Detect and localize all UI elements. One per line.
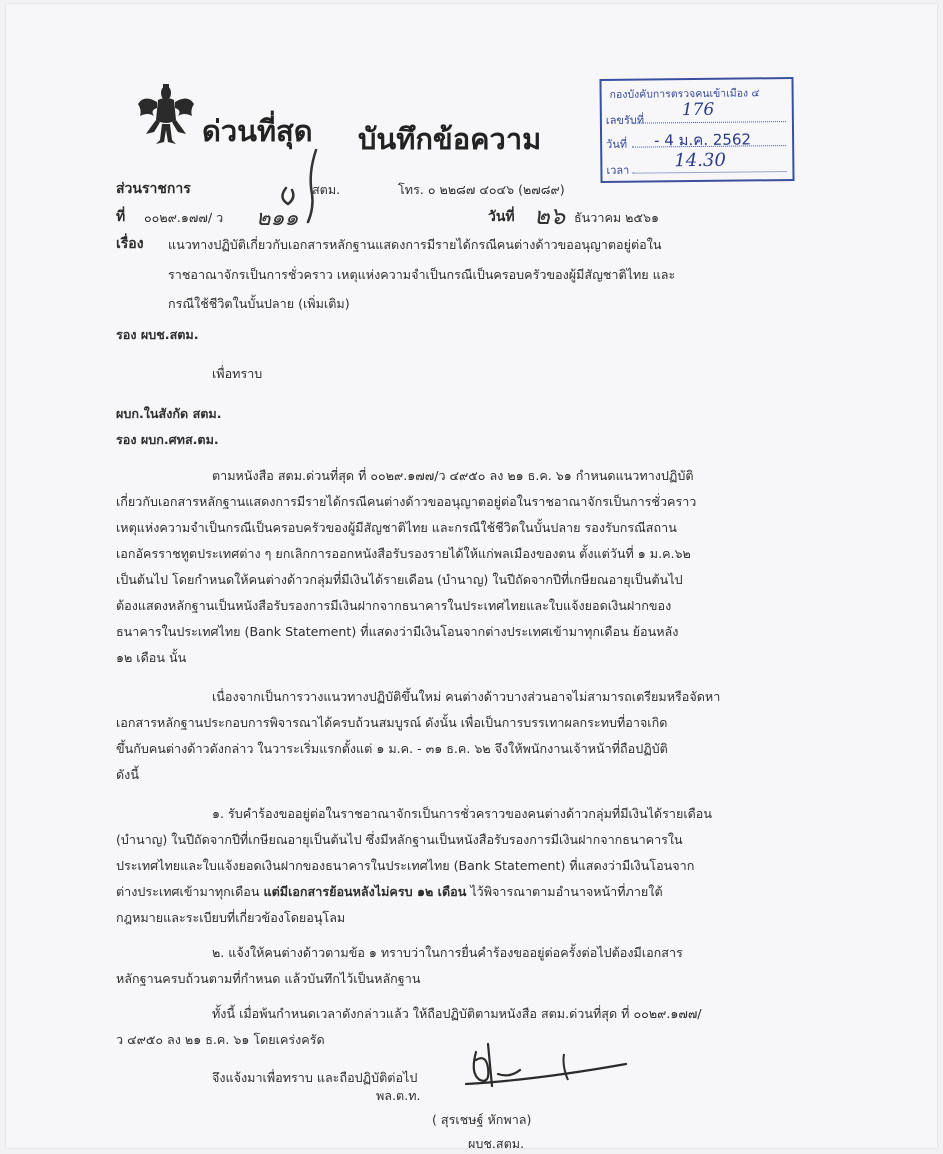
stamp-receive-no: 176 xyxy=(681,99,715,121)
date-label: วันที่ xyxy=(488,209,515,225)
garuda-emblem-icon xyxy=(136,82,196,148)
signer-name: ( สุรเชษฐ์ หักพาล) xyxy=(432,1112,532,1127)
item-1-line: ๑. รับคำร้องขออยู่ต่อในราชอาณาจักรเป็นการชั่วคราวของคนต่างด้าวกลุ่มที่มีเงินได้รายเดือน xyxy=(212,806,712,821)
paragraph-1-line: เกี่ยวกับเอกสารหลักฐานแสดงการมีรายได้กรณีคนต่างด้าวขออนุญาตอยู่ต่อในราชอาณาจักรเป็นการชั่วคราว xyxy=(116,494,697,509)
paragraph-1-line: ตามหนังสือ สตม.ด่วนที่สุด ที่ ๐๐๒๙.๑๗๗/ว ๔๙๕๐ ลง ๒๑ ธ.ค. ๖๑ กำหนดแนวทางปฏิบัติ xyxy=(212,468,694,483)
memo-page xyxy=(6,4,937,1151)
urgency-label: ด่วนที่สุด xyxy=(202,114,313,148)
subject-line: แนวทางปฏิบัติเกี่ยวกับเอกสารหลักฐานแสดงการมีรายได้กรณีคนต่างด้าวขออนุญาตอยู่ต่อใน xyxy=(168,237,662,252)
recipient-to-2: ผบก.ในสังกัด สตม. xyxy=(116,406,222,421)
signature-scribble-icon xyxy=(446,1034,646,1096)
document-title: บันทึกข้อความ xyxy=(358,122,542,156)
paragraph-1-line: เหตุแห่งความจำเป็นกรณีเป็นครอบครัวของผู้มีสัญชาติไทย และกรณีใช้ชีวิตในบั้นปลาย รองรับกรณีสถาน xyxy=(116,520,677,535)
paragraph-2-line: ขึ้นกับคนต่างด้าวดังกล่าว ในวาระเริ่มแรกตั้งแต่ ๑ ม.ค. - ๓๑ ธ.ค. ๖๒ จึงให้พนักงานเจ้าหน้าที่ถือปฏิบัติ xyxy=(116,741,668,756)
signer-rank: พล.ต.ท. xyxy=(376,1088,421,1103)
phone-number: โทร. ๐ ๒๒๘๗ ๔๐๔๖ (๒๗๘๙) xyxy=(398,182,565,197)
handwriting-mark-icon xyxy=(268,144,341,234)
paragraph-2-line: เนื่องจากเป็นการวางแนวทางปฏิบัติขึ้นใหม่ คนต่างด้าวบางส่วนอาจไม่สามารถเตรียมหรือจัดหา xyxy=(212,689,721,704)
recipient-to-1: รอง ผบช.สตม. xyxy=(116,327,199,342)
date-value: ธันวาคม ๒๕๖๑ xyxy=(574,210,659,225)
paragraph-3-line: ทั้งนี้ เมื่อพ้นกำหนดเวลาดังกล่าวแล้ว ให้ถือปฏิบัติตามหนังสือ สตม.ด่วนที่สุด ที่ ๐๐๒๙.๑๗๗/ xyxy=(212,1006,702,1021)
paragraph-1-line: เป็นต้นไป โดยกำหนดให้คนต่างด้าวกลุ่มที่มีเงินได้รายเดือน (บำนาญ) ในปีถัดจากปีที่เกษียณอายุเป็นต้นไป xyxy=(116,572,683,587)
item-2-line: หลักฐานครบถ้วนตามที่กำหนด แล้วบันทึกไว้เป็นหลักฐาน xyxy=(116,971,421,986)
stamp-date: - 4 ม.ค. 2562 xyxy=(654,130,752,150)
paragraph-2-line: ดังนี้ xyxy=(116,767,139,782)
date-day-handwritten: ๒๖ xyxy=(534,202,566,230)
subject-label: เรื่อง xyxy=(116,236,144,252)
ref-handwritten: ๒๑๑ xyxy=(256,206,299,231)
subject-line: กรณีใช้ชีวิตในบั้นปลาย (เพิ่มเติม) xyxy=(168,296,350,311)
paragraph-2-line: เอกสารหลักฐานประกอบการพิจารณาได้ครบถ้วนสมบูรณ์ ดังนั้น เพื่อเป็นการบรรเทาผลกระทบที่อาจเกิด xyxy=(116,715,668,730)
subject-line: ราชอาณาจักรเป็นการชั่วคราว เหตุแห่งความจำเป็นกรณีเป็นครอบครัวของผู้มีสัญชาติไทย และ xyxy=(168,267,676,282)
item-1-text: ต่างประเทศเข้ามาทุกเดือน xyxy=(116,884,264,899)
agency-label: ส่วนราชการ xyxy=(116,181,191,197)
stamp-receive-label: เลขรับที่ xyxy=(605,113,645,127)
signer-position: ผบช.สตม. xyxy=(468,1136,525,1151)
paragraph-1-line: เอกอัครราชทูตประเทศต่าง ๆ ยกเลิกการออกหนังสือรับรองรายได้ให้แก่พลเมืองของตน ตั้งแต่วันที่ ๑ ม.ค.๖๒ xyxy=(116,546,691,561)
paragraph-3-line: ว ๔๙๕๐ ลง ๒๑ ธ.ค. ๖๑ โดยเคร่งครัด xyxy=(116,1032,325,1047)
agency-value: สตม. xyxy=(312,182,341,197)
item-1-line: กฎหมายและระเบียบที่เกี่ยวข้องโดยอนุโลม xyxy=(116,910,346,925)
stamp-date-label: วันที่ xyxy=(606,137,628,151)
item-1-line xyxy=(116,882,663,902)
item-1-text: ไว้พิจารณาตามอำนาจหน้าที่ภายใต้ xyxy=(466,884,663,899)
stamp-office: กองบังคับการตรวจคนเข้าเมือง ๔ xyxy=(609,87,760,101)
paragraph-1-line: ๑๒ เดือน นั้น xyxy=(116,650,187,665)
item-1-emphasis: แต่มีเอกสารย้อนหลังไม่ครบ ๑๒ เดือน xyxy=(263,884,467,899)
item-2-line: ๒. แจ้งให้คนต่างด้าวตามข้อ ๑ ทราบว่าในการยื่นคำร้องขออยู่ต่อครั้งต่อไปต้องมีเอกสาร xyxy=(212,945,683,960)
paragraph-1-line: ธนาคารในประเทศไทย (Bank Statement) ที่แสดงว่ามีเงินโอนจากต่างประเทศเข้ามาทุกเดือน ย้อนหลัง xyxy=(116,624,679,639)
paragraph-1-line: ต้องแสดงหลักฐานเป็นหนังสือรับรองการมีเงินฝากจากธนาคารในประเทศไทยและใบแจ้งยอดเงินฝากของ xyxy=(116,598,672,613)
closing-line: จึงแจ้งมาเพื่อทราบ และถือปฏิบัติต่อไป xyxy=(212,1070,418,1085)
receipt-stamp xyxy=(599,77,794,183)
item-1-line: ประเทศไทยและใบแจ้งยอดเงินฝากของธนาคารในประเทศไทย (Bank Statement) ที่แสดงว่ามีเงินโอนจาก xyxy=(116,858,695,873)
item-1-line: (บำนาญ) ในปีถัดจากปีที่เกษียณอายุเป็นต้นไป ซึ่งมีหลักฐานเป็นหนังสือรับรองการมีเงินฝากจากธนาคารใน xyxy=(116,832,683,847)
ref-number: ๐๐๒๙.๑๗๗/ ว xyxy=(144,210,224,225)
stamp-time-label: เวลา xyxy=(606,163,630,177)
recipient-to-3: รอง ผบก.ศทส.ตม. xyxy=(116,432,219,447)
ref-label: ที่ xyxy=(116,209,126,225)
stamp-time: 14.30 xyxy=(674,149,726,172)
recipient-purpose: เพื่อทราบ xyxy=(212,366,263,381)
